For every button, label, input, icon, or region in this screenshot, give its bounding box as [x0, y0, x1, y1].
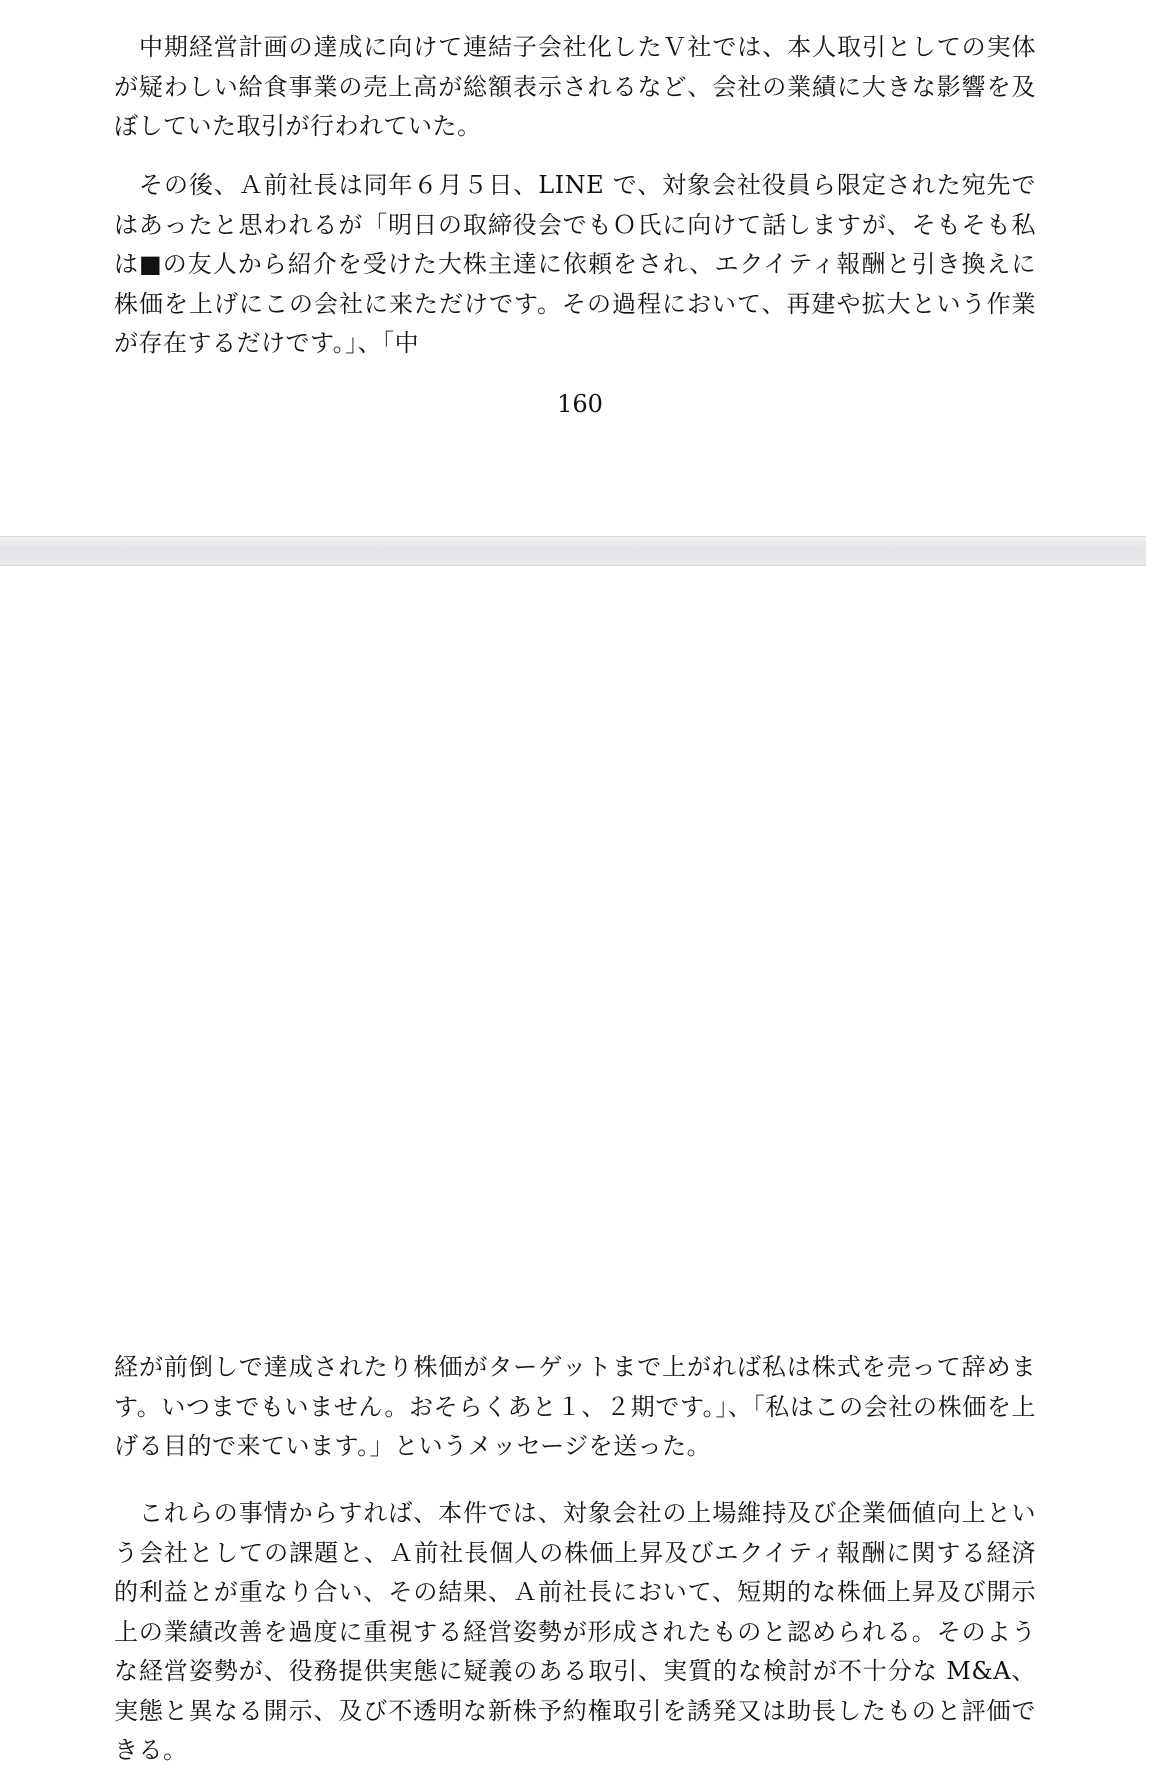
document-page-bottom — [0, 566, 1146, 1764]
paragraph-line-message: その後、Ａ前社長は同年６月５日、LINE で、対象会社役員ら限定された宛先ではあったと思われるが「明日の取締役会でもＯ氏に向けて話しますが、そもそも私は■の友人から紹介を受けた大株主達に依頼をされ、エクイティ報酬と引き換えに株価を上げにこの会社に来ただけです。その過程において、再建や拡大という作業が存在するだけです。」、「中 — [114, 171, 1036, 357]
paragraph-v-company: 中期経営計画の達成に向けて連結子会社化したＶ社では、本人取引としての実体が疑わしい給食事業の売上高が総額表示されるなど、会社の業績に大きな影響を及ぼしていた取引が行われていた。 — [114, 33, 1036, 140]
page-divider — [0, 536, 1146, 566]
page-number: 160 — [557, 390, 603, 418]
paragraph-message-continuation: 経が前倒しで達成されたり株価がターゲットまで上がれば私は株式を売って辞めます。いつまでもいません。おそらくあと１、２期です。」、「私はこの会社の株価を上げる目的で来ています。」というメッセージを送った。 — [114, 1353, 1036, 1460]
paragraph-evaluation: これらの事情からすれば、本件では、対象会社の上場維持及び企業価値向上という会社としての課題と、Ａ前社長個人の株価上昇及びエクイティ報酬に関する経済的利益とが重なり合い、その結果、Ａ前社長において、短期的な株価上昇及び開示上の業績改善を過度に重視する経営姿勢が形成されたものと認められる。そのような経営姿勢が、役務提供実態に疑義のある取引、実質的な検討が不十分な M&A、実態と異なる開示、及び不透明な新株予約権取引を誘発又は助長したものと評価できる。 — [114, 1499, 1036, 1764]
document-page-top — [0, 0, 1146, 536]
